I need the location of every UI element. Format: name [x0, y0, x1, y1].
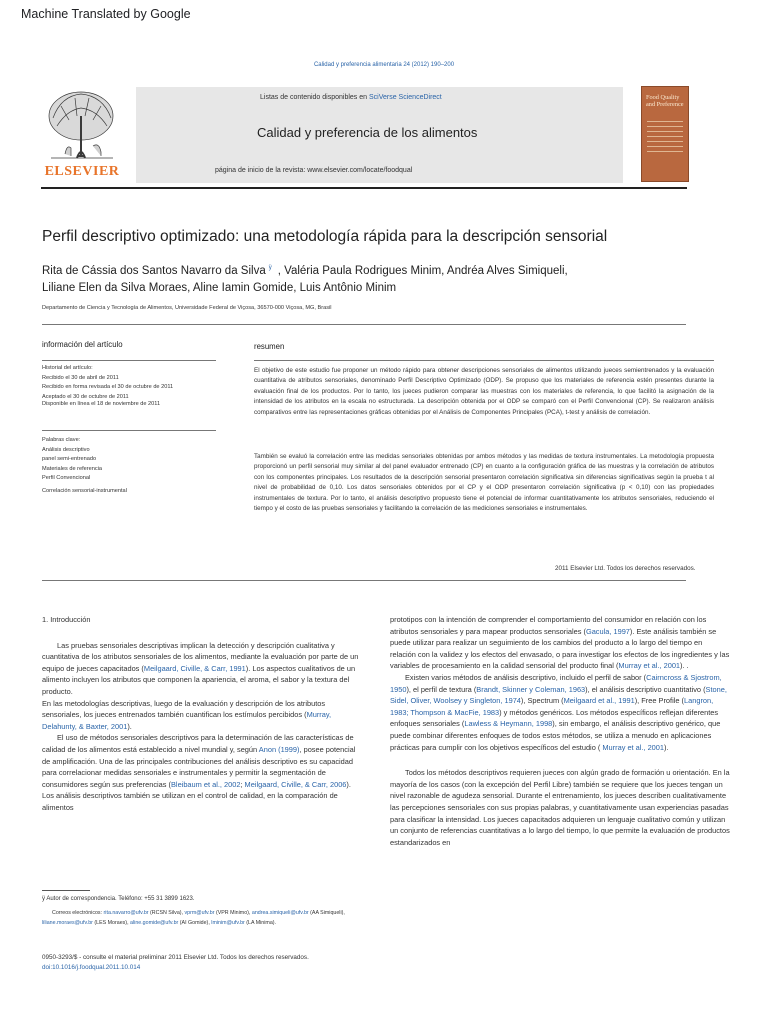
text: ). Este análisis también se puede utilizar para realizar un seguimiento de los cambios del producto a lo largo del tiempo en relación con la validez y los efectos del envasado, o para investigar los efectos de los ingredientes y las variables de procesamiento en la calidad sensorial del producto final ( — [390, 626, 730, 671]
text: ), Spectrum ( — [520, 696, 564, 706]
text: ) y métodos genéricos. Los métodos específicos reflejan diferentes enfoques sensoriales ( — [390, 707, 719, 729]
text: ). — [664, 742, 669, 752]
history-item: Recibido en forma revisada el 30 de octubre de 2011 — [42, 384, 174, 391]
text: prototipos con la intención de comprender el comportamiento del consumidor en relación con los atributos sensoriales y para mapear productos sensoriales ( — [390, 615, 707, 636]
email-owner: (AA Simiqueli), — [308, 910, 345, 916]
text: El uso de métodos sensoriales descriptivos para la determinación de las características de calidad de los alimentos está establecido a nivel mundial y, según — [42, 733, 354, 754]
divider — [42, 360, 216, 361]
author-first: Rita de Cássia dos Santos Navarro da Silva — [42, 264, 266, 277]
journal-title: Calidad y preferencia de los alimentos — [257, 125, 478, 140]
intro-paragraph-1b — [42, 698, 360, 733]
citation-link[interactable]: Meilgaard, Civille, & Carr, 2006 — [244, 779, 347, 789]
abstract-paragraph-1: El objetivo de este estudio fue proponer un método rápido para obtener descripciones sensoriales de alimentos utilizando jueces semientrenados y la evaluación cuantitativa de atributos sensoriales, denominado Perfil Descriptivo Optimizado (ODP). Se propuso que los materiales de referencia estén presentes durante la evaluación final de los productos. Por lo tanto, los jueces pudieron comparar las muestras con los materiales de referencia, lo que facilitó la asignación de la intensidad de los atributos en la escala no estructurada. La descripción obtenida por el ODP se comparó con el Perfil Convencional (CP). Se realizaron análisis comparativos entre las representaciones gráficas obtenidas por el Análisis de Componentes Principales (PCA), t-test y análisis de correlación. — [254, 367, 714, 416]
history-item: Recibido el 30 de abril de 2011 — [42, 374, 119, 381]
divider — [254, 360, 714, 361]
author-line2: Liliane Elen da Silva Moraes, Aline Iamin Gomide, Luis Antônio Minim — [42, 281, 397, 294]
article-history — [42, 364, 173, 410]
citation-link[interactable]: Meilgaard et al., 1991 — [563, 696, 635, 706]
intro-paragraph-1 — [42, 640, 360, 698]
abstract-paragraph-2: También se evaluó la correlación entre las medidas sensoriales obtenidas por ambos métodos y las medidas de textura instrumentales. La metodología propuesta proporcionó un perfil sensorial muy similar al del panel evaluador entrenado (CP) en cuanto a la configuración gráfica de las muestras y la correlación de atributos con los componentes principales. Los resultados de la descripción sensorial presentaron correlación significativa sin diferencias significativas según la prueba t al nivel de probabilidad de 0,10. Los datos sensoriales obtenidos por el CP y el ODP presentaron correlación significativa (p < 0,10) con las propiedades instrumentales de textura. Por lo tanto, el análisis descriptivo propuesto tiene el potencial de informar cuantitativamente los atributos sensoriales, reduciendo el tiempo y el costo de las pruebas sensoriales y facilitando la correlación de las mediciones sensoriales e instrumentales. — [254, 453, 714, 513]
emails-label: Correos electrónicos: — [52, 910, 104, 916]
issn-text: 0950-3293/$ - consulte el material preliminar 2011 Elsevier Ltd. Todos los derechos reservados. — [42, 954, 309, 961]
section-heading-introduction: 1. Introducción — [42, 615, 91, 624]
divider — [42, 324, 686, 325]
corresponding-author-note: ÿ Autor de correspondencia. Teléfono: +55 31 3899 1623. — [42, 896, 195, 902]
email-link[interactable]: liliane.moraes@ufv.br — [42, 919, 93, 926]
citation-link[interactable]: Meilgaard, Civille, & Carr, 1991 — [143, 663, 246, 673]
text: En las metodologías descriptivas, luego de la evaluación y descripción de los atributos sensoriales, los jueces entrenados también cuantifican los estímulos percibidos ( — [42, 698, 326, 720]
citation-link[interactable]: Anon (1999) — [258, 744, 300, 754]
email-link[interactable]: lminim@ufv.br — [211, 919, 245, 926]
text: ; — [240, 779, 245, 789]
divider — [42, 580, 686, 581]
email-owner: (LES Moraes), — [92, 919, 131, 926]
author-emails — [42, 909, 372, 928]
corresponding-author-mark[interactable]: ÿ — [268, 265, 272, 271]
email-owner: (VPR Minimo), — [214, 910, 252, 916]
body-paragraph-continued — [390, 614, 730, 672]
text: ). Los aspectos cualitativos de un alimento incluyen los atributos que componen la apariencia, el aroma, el sabor y la textura del producto. — [42, 663, 356, 696]
citation-link[interactable]: Cairncross & Sjostrom, 1950 — [390, 672, 722, 694]
citation-link[interactable]: Gacula, 1997 — [585, 626, 630, 636]
footnote-rule — [42, 890, 90, 891]
header-divider — [41, 187, 687, 189]
citation-link[interactable]: Murray, Delahunty, & Baxter, 2001 — [42, 710, 332, 731]
machine-translation-banner: Machine Translated by Google — [21, 7, 191, 21]
history-item: Disponible en línea el 18 de noviembre de 2011 — [42, 401, 161, 408]
body-paragraph-methods — [390, 672, 730, 753]
citation-link[interactable]: Brandt, Skinner y Coleman, 1963 — [476, 684, 586, 694]
email-owner: (LA Minima). — [244, 919, 277, 926]
history-item: Aceptado el 30 de octubre de 2011 — [42, 393, 129, 400]
journal-header-band — [136, 87, 623, 183]
keyword-item: Materiales de referencia — [42, 465, 103, 472]
citation-link[interactable]: Murray et al., 2001 — [618, 661, 681, 671]
text: , posee potencial de amplificación. Una de las principales contribuciones del análisis descriptivo es su capacidad para correlacionar medidas sensoriales e instrumentales y permitir la segmentación de consumidores según sus preferencias ( — [42, 744, 356, 789]
divider — [42, 430, 216, 431]
journal-homepage[interactable]: página de inicio de la revista: www.elsevier.com/locate/foodqual — [215, 167, 413, 174]
keyword-list — [42, 436, 127, 497]
citation-link[interactable]: Langron, 1983; Thompson & MacFie, 1983 — [390, 696, 714, 717]
journal-cover-image[interactable] — [641, 86, 689, 182]
citation-link[interactable]: Stone, Sidel, Oliver, Woolsey y Singleton, 1974 — [390, 684, 727, 706]
email-owner: (RCSN Silva), — [148, 910, 185, 916]
right-column — [390, 614, 730, 848]
text: ), sin embargo, el análisis descriptivo genérico, que puede combinar diferentes enfoques de todos estos métodos, se utiliza a menudo en aplicaciones prácticas para cumplir con los objetivos específicos del estudio ( — [390, 719, 721, 752]
text: ). . — [680, 661, 689, 671]
author-list — [42, 260, 692, 297]
journal-citation-link[interactable]: Calidad y preferencia alimentaria 24 (2012) 190–200 — [313, 62, 455, 68]
text: ), el análisis descriptivo cuantitativo ( — [585, 684, 706, 694]
paper-title: Perfil descriptivo optimizado: una metodología rápida para la descripción sensorial — [42, 228, 608, 245]
text: ). Los análisis descriptivos también se utilizan en el control de calidad, en la comparación de alimentos — [42, 779, 351, 812]
article-info-heading: información del artículo — [42, 340, 123, 349]
keyword-item: Perfil Convencional — [42, 475, 91, 482]
email-link[interactable]: rita.navarro@ufv.br — [103, 910, 149, 916]
text: ), el perfil de textura ( — [406, 684, 477, 694]
abstract-copyright: 2011 Elsevier Ltd. Todos los derechos reservados. — [555, 565, 696, 572]
email-link[interactable]: vprm@ufv.br — [184, 910, 215, 916]
contents-prefix: Listas de contenido disponibles en — [260, 94, 368, 101]
keyword-item: Correlación sensorial-instrumental — [42, 487, 127, 494]
publisher-wordmark: ELSEVIER — [44, 164, 120, 179]
intro-paragraph-2 — [42, 732, 360, 813]
history-item: Historial del artículo: — [42, 365, 93, 371]
left-column — [42, 614, 360, 814]
citation-link[interactable]: Bleibaum et al., 2002 — [171, 779, 241, 789]
affiliation: Departamento de Ciencia y Tecnología de Alimentos, Universidade Federal de Viçosa, 36570-000 Viçosa, MG, Brasil — [42, 305, 332, 311]
author-rest: , Valéria Paula Rodrigues Minim, Andréa Alves Simiqueli, — [277, 264, 568, 277]
citation-link[interactable]: Murray et al., 2001 — [602, 742, 665, 752]
cover-text-lines — [647, 121, 683, 156]
text: Existen varios métodos de análisis descriptivo, incluido el perfil de sabor ( — [405, 672, 647, 682]
contents-line — [260, 94, 442, 101]
keyword-item: Análisis descriptivo — [42, 446, 90, 453]
body-paragraph-judges: Todos los métodos descriptivos requieren jueces con algún grado de formación u orientación. En la mayoría de los casos (con la excepción del Perfil Libre) también se requiere que los jueces tengan un nivel razonable de agudeza sensorial. Durante el entrenamiento, los jueces describen cualitativamente las percepciones sensoriales con sus propias palabras, y cuantitativamente usan experiencias pasadas para clasificar la intensidad. Los jueces capacitados adquieren un lenguaje cualitativo común y utilizan un conjunto de referencias cuantitativas a lo largo del tiempo, lo que permite la evaluación de productos estandarizados en — [390, 768, 730, 847]
sciencedirect-link[interactable]: SciVerse ScienceDirect — [368, 94, 442, 101]
elsevier-logo[interactable] — [41, 86, 123, 182]
abstract-heading: resumen — [254, 342, 285, 351]
keywords-label: Palabras clave: — [42, 437, 81, 443]
keyword-item: panel semi-entrenado — [42, 456, 97, 463]
issn-doi-footer — [42, 953, 342, 974]
email-link[interactable]: andrea.simiqueli@ufv.br — [251, 910, 309, 916]
text: ), Free Profile ( — [634, 696, 684, 706]
doi-link[interactable]: doi:10.1016/j.foodqual.2011.10.014 — [42, 964, 141, 972]
text: Las pruebas sensoriales descriptivas implican la detección y descripción cualitativa y cuantitativa de los atributos sensoriales de los alimentos, mediante la evaluación por parte de un equipo de jueces capacitados ( — [42, 640, 359, 673]
email-link[interactable]: aline.gomide@ufv.br — [130, 919, 179, 926]
text: ). — [127, 721, 132, 731]
citation-link[interactable]: Lawless & Heymann, 1998 — [464, 719, 553, 729]
email-owner: (AI Gomide), — [178, 919, 212, 926]
cover-title: Food Quality and Preference — [646, 94, 684, 108]
